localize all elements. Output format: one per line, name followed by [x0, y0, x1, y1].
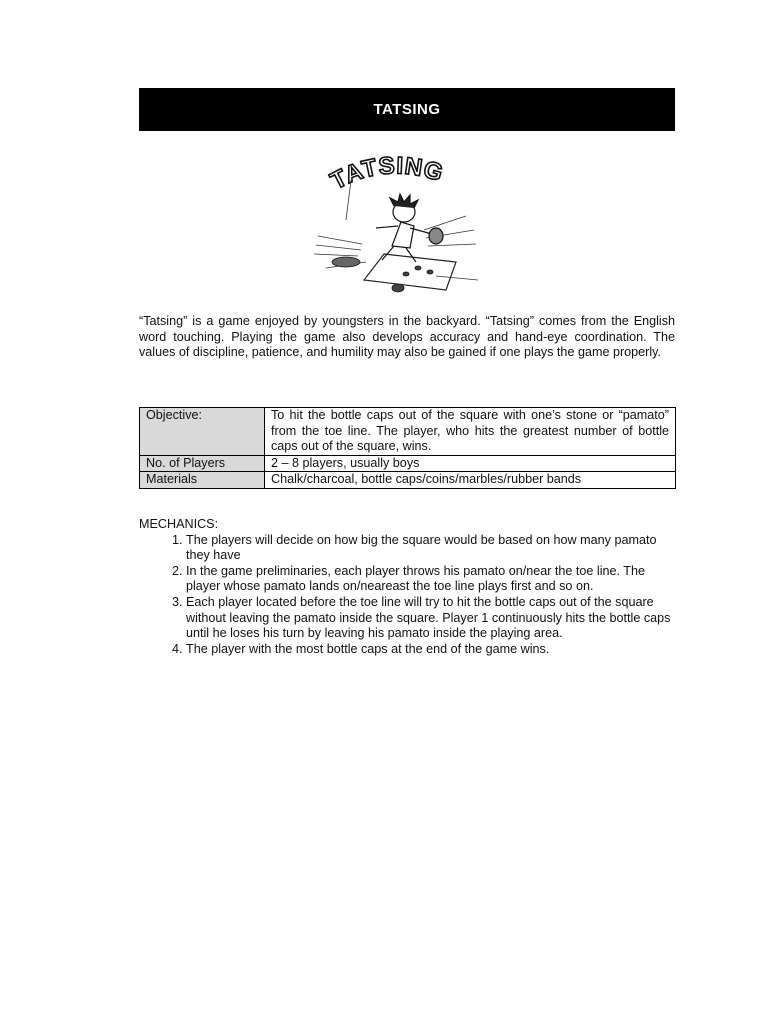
child-figure: [376, 194, 443, 262]
list-item: 3. Each player located before the toe line will try to hit the bottle caps out of the square without leaving the pamato inside the square. Player 1 continuously hits the bottle caps until he loses his turn by leaving his pamato inside the playing area.: [186, 595, 675, 642]
table-row-materials: [140, 472, 676, 489]
mechanics-section: [139, 517, 675, 657]
materials-value: Chalk/charcoal, bottle caps/coins/marbles/rubber bands: [265, 472, 676, 489]
info-table: [139, 407, 676, 489]
mechanics-list: [139, 533, 675, 658]
ground-square: [364, 254, 456, 290]
players-value: 2 – 8 players, usually boys: [265, 455, 676, 472]
objective-label: Objective:: [140, 408, 265, 456]
table-row-players: [140, 455, 676, 472]
title-bar: [139, 88, 675, 131]
illustration-logo-text: [326, 152, 446, 195]
intro-paragraph: “Tatsing” is a game enjoyed by youngsters in the backyard. “Tatsing” comes from the English word touching. Playing the game also develops accuracy and hand-eye coordination. The values of discipline, patience, and humility may also be gained if one plays the game properly.: [139, 314, 675, 360]
list-item: 1. The players will decide on how big the square would be based on how many pamato they have: [186, 533, 675, 564]
tatsing-illustration: [306, 150, 481, 302]
table-row-objective: [140, 408, 676, 456]
materials-label: Materials: [140, 472, 265, 489]
list-item: 4. The player with the most bottle caps at the end of the game wins.: [186, 642, 675, 658]
objective-value: To hit the bottle caps out of the square with one’s stone or “pamato” from the toe line. The player, who hits the greatest number of bottle caps out of the square, wins.: [265, 408, 676, 456]
mechanics-heading: MECHANICS:: [139, 517, 219, 531]
list-item: 2. In the game preliminaries, each player throws his pamato on/near the toe line. The player whose pamato lands on/neareast the toe line plays first and so on.: [186, 564, 675, 595]
illustration-logo-textpath: TATSING: [326, 152, 447, 196]
page-title: TATSING: [373, 101, 441, 118]
players-label: No. of Players: [140, 455, 265, 472]
